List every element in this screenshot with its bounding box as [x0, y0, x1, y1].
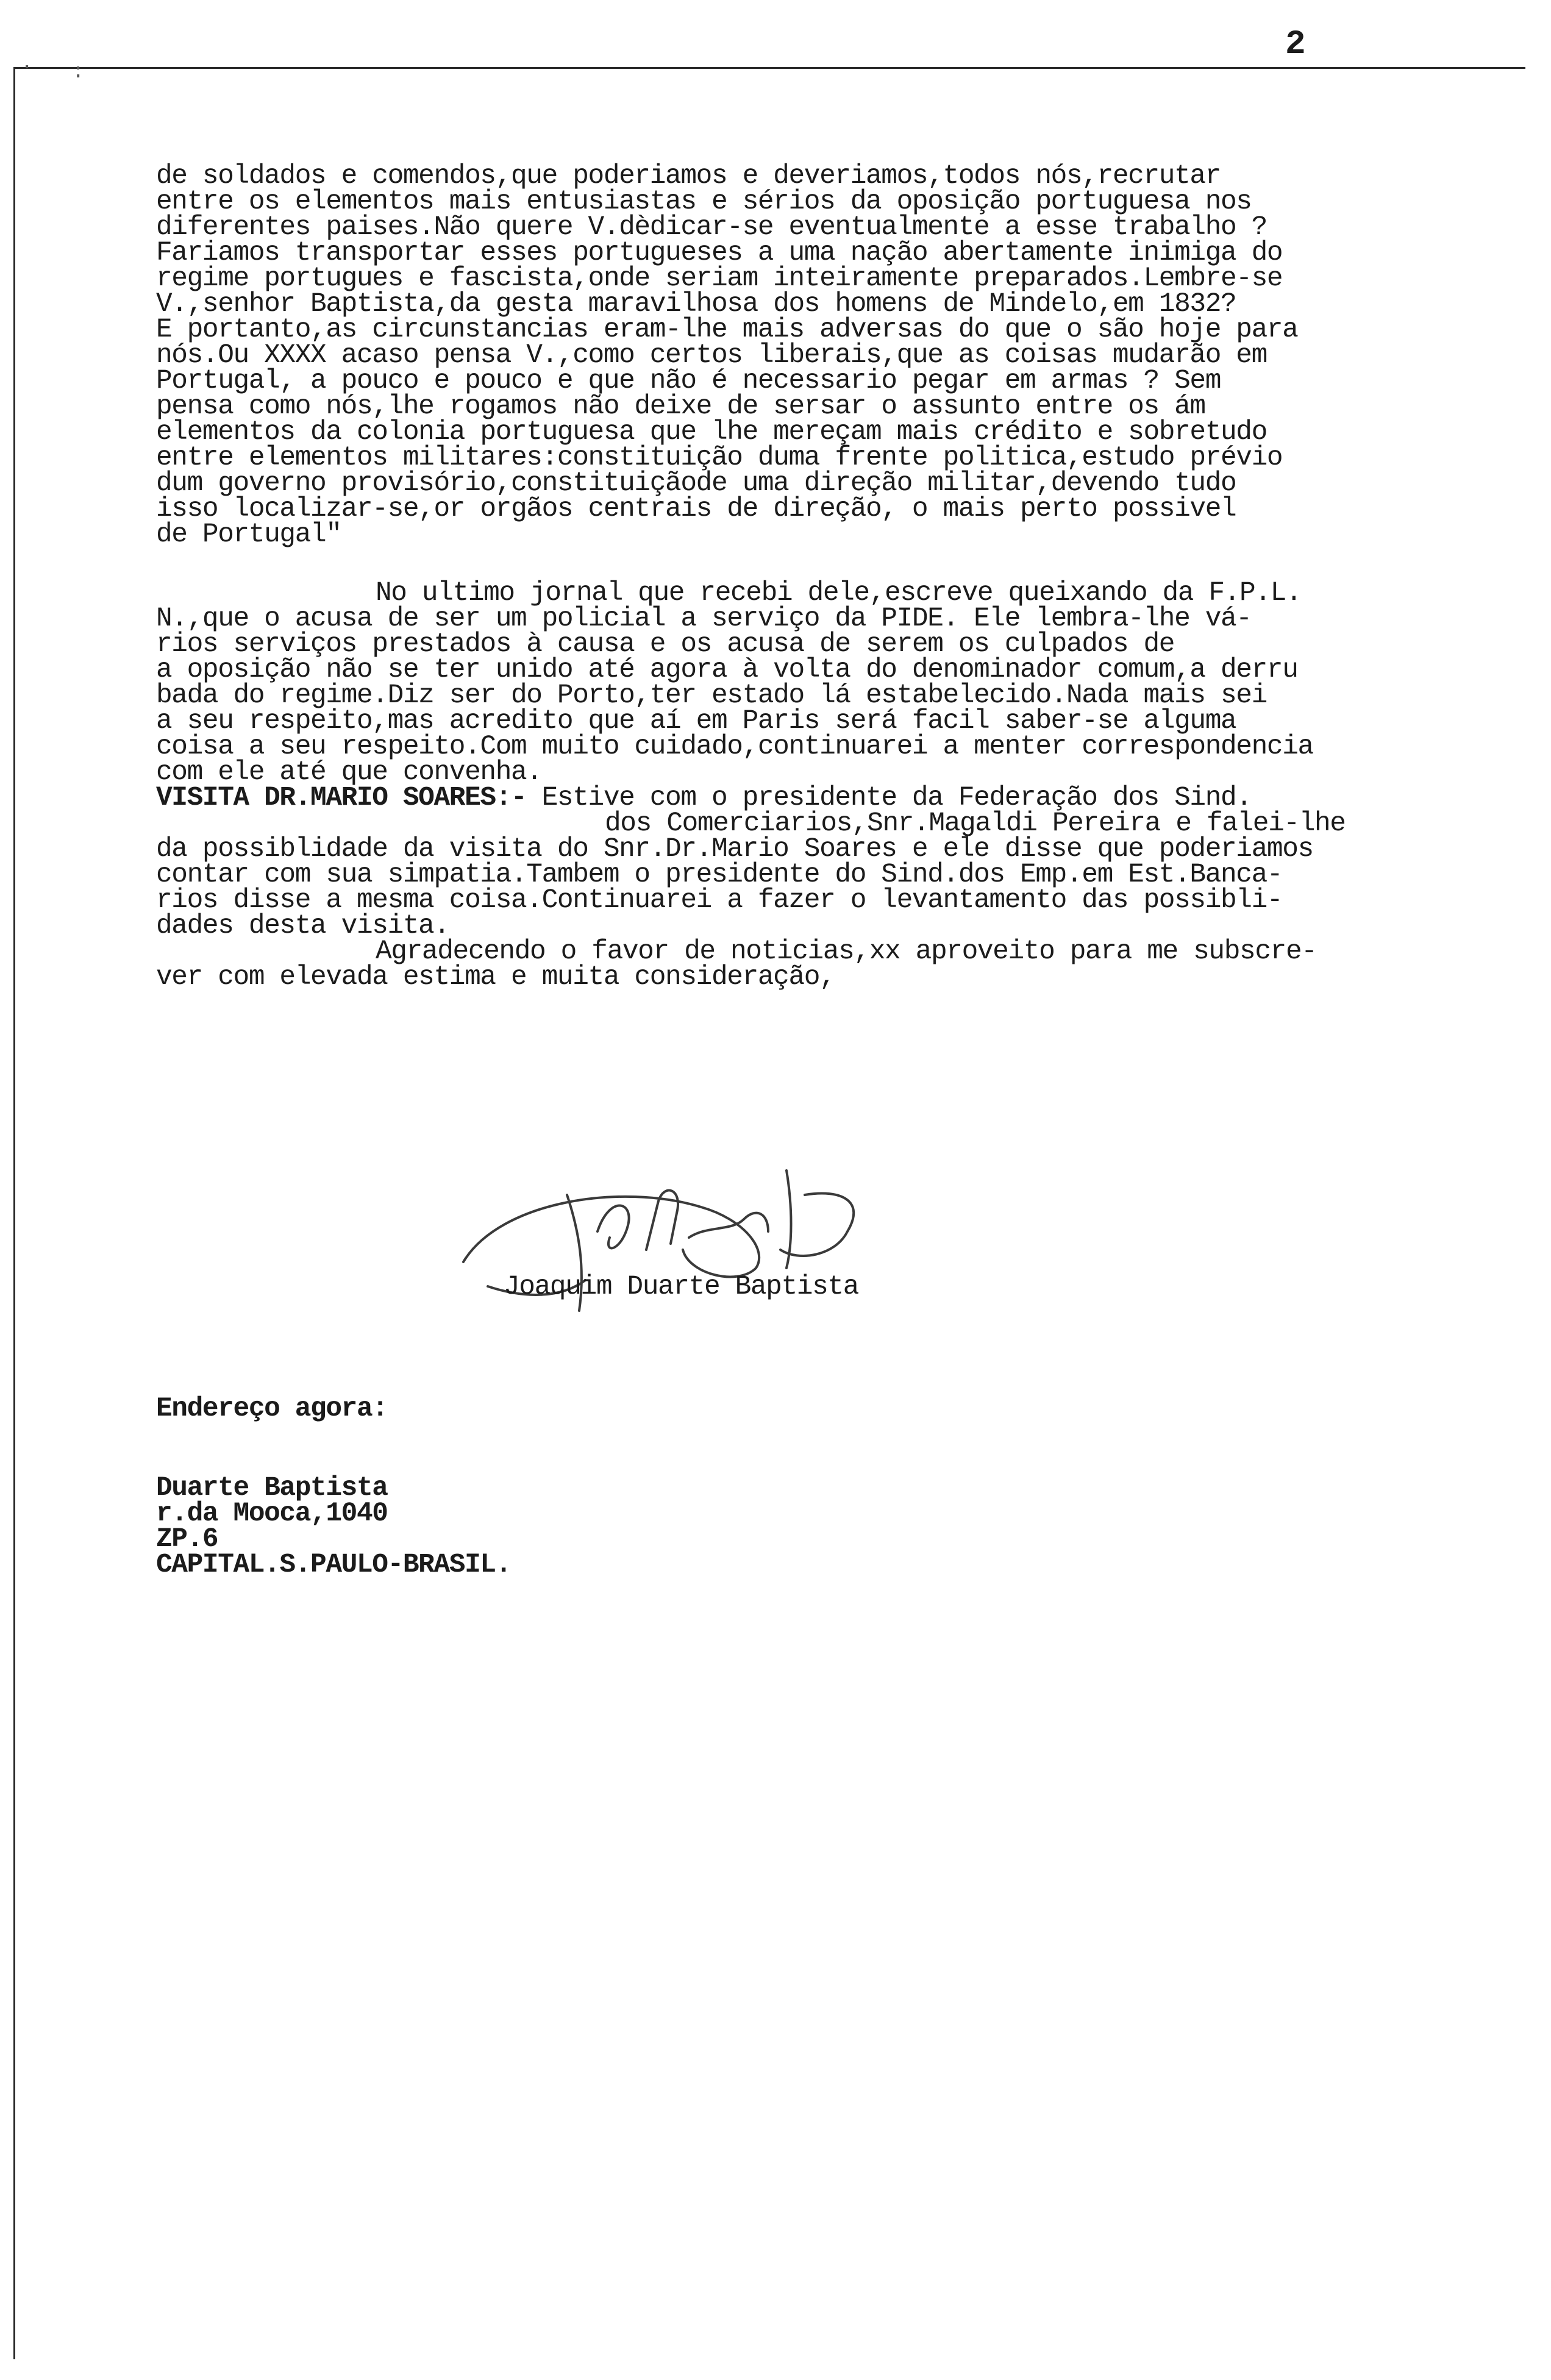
paragraph-gap	[156, 547, 1522, 580]
closing-line: Agradecendo o favor de noticias,xx aproveito para me subscre-	[376, 936, 1317, 967]
address-label: Endereço agora:	[156, 1394, 388, 1424]
text-line: Estive com o presidente da Federação dos Sind.	[541, 783, 1252, 813]
text-line: N.,que o acusa de ser um policial a serviço da PIDE. Ele lembra-lhe vá-	[156, 604, 1252, 634]
scan-mark: ·	[21, 56, 34, 79]
text-line: isso localizar-se,or orgãos centrais de direção, o mais perto possivel	[156, 494, 1236, 524]
text-line: E portanto,as circunstancias eram-lhe mais adversas do que o são hoje para	[156, 315, 1298, 345]
address-line: r.da Mooca,1040	[156, 1498, 388, 1529]
text-line: contar com sua simpatia.Tambem o presidente do Sind.dos Emp.em Est.Banca-	[156, 860, 1283, 890]
text-line: regime portugues e fascista,onde seriam inteiramente preparados.Lembre-se	[156, 263, 1283, 294]
text-line: a seu respeito,mas acredito que aí em Paris será facil saber-se alguma	[156, 706, 1236, 736]
text-line: coisa a seu respeito.Com muito cuidado,continuarei a menter correspondencia	[156, 732, 1313, 762]
closing-line: ver com elevada estima e muita consideração,	[156, 962, 835, 992]
text-line: a oposição não se ter unido até agora à volta do denominador comum,a derru	[156, 655, 1298, 685]
text-line: dos Comerciarios,Snr.Magaldi Pereira e falei-lhe	[605, 808, 1346, 839]
text-line: de soldados e comendos,que poderiamos e deveriamos,todos nós,recrutar	[156, 161, 1221, 191]
text-line: de Portugal"	[156, 519, 341, 550]
text-line: com ele até que convenha.	[156, 757, 542, 788]
text-line: pensa como nós,lhe rogamos não deixe de sersar o assunto entre os ám	[156, 391, 1205, 422]
text-line: rios disse a mesma coisa.Continuarei a fazer o levantamento das possibli-	[156, 885, 1283, 916]
text-line: dum governo provisório,constituiçãode uma direção militar,devendo tudo	[156, 468, 1236, 499]
signer-name: Joaquim Duarte Baptista	[504, 1272, 859, 1302]
letter-body	[156, 163, 1522, 990]
text-line: da possiblidade da visita do Snr.Dr.Mario Soares e ele disse que poderiamos	[156, 834, 1313, 864]
text-line: bada do regime.Diz ser do Porto,ter estado lá estabelecido.Nada mais sei	[156, 680, 1267, 711]
text-line: No ultimo jornal que recebi dele,escreve queixando da F.P.L.	[376, 578, 1302, 608]
scan-border-top	[13, 67, 1525, 69]
address-line: Duarte Baptista	[156, 1473, 388, 1503]
text-line: entre elementos militares:constituição duma frente politica,estudo prévio	[156, 443, 1283, 473]
text-line: Portugal, a pouco e pouco e que não é necessario pegar em armas ? Sem	[156, 366, 1221, 396]
address-line: ZP.6	[156, 1524, 218, 1555]
visit-line	[156, 785, 1522, 811]
text-line: elementos da colonia portuguesa que lhe mereçam mais crédito e sobretudo	[156, 417, 1267, 447]
text-line: Fariamos transportar esses portugueses a uma nação abertamente inimiga do	[156, 238, 1283, 268]
text-line: V.,senhor Baptista,da gesta maravilhosa dos homens de Mindelo,em 1832?	[156, 289, 1236, 319]
address-block	[156, 1396, 511, 1578]
scan-mark: :	[72, 61, 85, 84]
text-line: diferentes paises.Não quere V.dèdicar-se eventualmente a esse trabalho ?	[156, 212, 1267, 243]
text-line: dades desta visita.	[156, 911, 449, 941]
section-heading: VISITA DR.MARIO SOARES:-	[156, 783, 527, 813]
page-number: 2	[1285, 24, 1306, 63]
scan-border-left	[13, 67, 15, 2359]
text-line: entre os elementos mais entusiastas e sérios da oposição portuguesa nos	[156, 187, 1252, 217]
address-line: CAPITAL.S.PAULO-BRASIL.	[156, 1550, 512, 1580]
text-line: rios serviços prestados à causa e os acusa de serem os culpados de	[156, 629, 1175, 660]
handwritten-signature	[427, 1158, 975, 1329]
text-line: nós.Ou XXXX acaso pensa V.,como certos liberais,que as coisas mudarão em	[156, 340, 1267, 371]
